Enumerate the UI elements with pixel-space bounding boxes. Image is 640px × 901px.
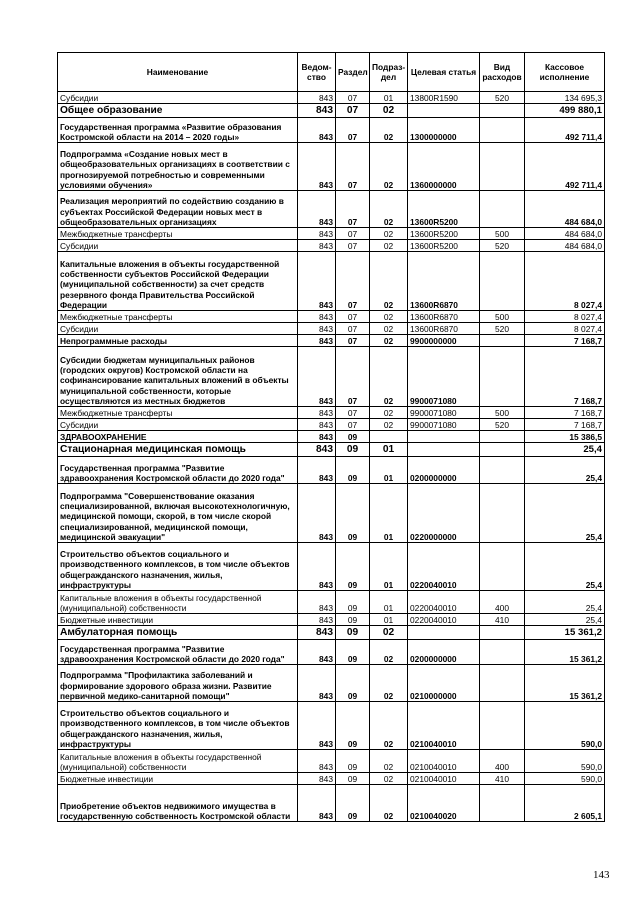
row-sum: 25,4 — [525, 443, 605, 457]
table-header-row — [58, 53, 605, 92]
row-ved: 843 — [298, 143, 336, 191]
row-razd: 07 — [336, 419, 370, 431]
table-row — [58, 614, 605, 626]
row-sum: 7 168,7 — [525, 347, 605, 407]
row-name: Субсидии бюджетам муниципальных районов (городских округов) Костромской области на софинансирование капитальных вложений в объекты муниципальной собственности, которые осуществляются из местных бюджетов — [58, 347, 298, 407]
row-sum: 7 168,7 — [525, 419, 605, 431]
table-body — [58, 92, 605, 822]
row-name: ЗДРАВООХРАНЕНИЕ — [58, 431, 298, 443]
row-podr: 02 — [370, 750, 408, 773]
row-razd: 09 — [336, 614, 370, 626]
row-podr: 02 — [370, 773, 408, 785]
row-razd: 07 — [336, 407, 370, 419]
row-sum: 492 711,4 — [525, 118, 605, 143]
table-row — [58, 240, 605, 252]
row-podr: 02 — [370, 311, 408, 323]
row-ved: 843 — [298, 591, 336, 614]
row-vid — [480, 443, 525, 457]
row-razd: 09 — [336, 750, 370, 773]
row-podr: 02 — [370, 626, 408, 640]
row-ved: 843 — [298, 431, 336, 443]
row-podr: 02 — [370, 252, 408, 311]
header-sum: Кассовое исполнение — [525, 53, 605, 92]
row-ved: 843 — [298, 773, 336, 785]
row-vid — [480, 104, 525, 118]
row-cel: 9900071080 — [408, 407, 480, 419]
row-podr: 02 — [370, 228, 408, 240]
row-vid: 410 — [480, 773, 525, 785]
row-ved: 843 — [298, 614, 336, 626]
row-razd: 07 — [336, 118, 370, 143]
row-name: Приобретение объектов недвижимого имущества в государственную собственность Костромской области — [58, 785, 298, 822]
row-cel: 0210040020 — [408, 785, 480, 822]
row-cel: 13600R5200 — [408, 228, 480, 240]
row-vid — [480, 191, 525, 228]
row-podr: 01 — [370, 92, 408, 104]
row-name: Межбюджетные трансферты — [58, 228, 298, 240]
row-vid: 410 — [480, 614, 525, 626]
row-razd: 07 — [336, 92, 370, 104]
row-podr: 01 — [370, 591, 408, 614]
row-cel: 0200000000 — [408, 457, 480, 484]
row-ved: 843 — [298, 750, 336, 773]
row-ved: 843 — [298, 191, 336, 228]
row-cel: 0210040010 — [408, 702, 480, 750]
row-cel: 13600R5200 — [408, 240, 480, 252]
row-vid: 500 — [480, 228, 525, 240]
row-sum: 484 684,0 — [525, 228, 605, 240]
table-row — [58, 228, 605, 240]
row-podr: 02 — [370, 323, 408, 335]
row-vid — [480, 626, 525, 640]
row-name: Бюджетные инвестиции — [58, 773, 298, 785]
row-podr: 01 — [370, 443, 408, 457]
row-name: Государственная программа «Развитие образования Костромской области на 2014 – 2020 годы» — [58, 118, 298, 143]
row-ved: 843 — [298, 311, 336, 323]
row-cel: 13800R1590 — [408, 92, 480, 104]
row-vid — [480, 347, 525, 407]
row-podr: 02 — [370, 335, 408, 347]
row-razd: 07 — [336, 240, 370, 252]
row-name: Реализация мероприятий по содействию созданию в субъектах Российской Федерации новых мест в общеобразовательных организациях — [58, 191, 298, 228]
row-razd: 09 — [336, 626, 370, 640]
row-ved: 843 — [298, 323, 336, 335]
row-sum: 25,4 — [525, 591, 605, 614]
row-ved: 843 — [298, 665, 336, 702]
row-sum: 7 168,7 — [525, 407, 605, 419]
row-name: Строительство объектов социального и производственного комплексов, в том числе объектов общегражданского назначения, жилья, инфраструктуры — [58, 702, 298, 750]
row-sum: 590,0 — [525, 750, 605, 773]
row-cel: 0220040010 — [408, 591, 480, 614]
row-podr: 01 — [370, 543, 408, 591]
table-row — [58, 626, 605, 640]
row-podr — [370, 431, 408, 443]
row-podr: 02 — [370, 419, 408, 431]
row-razd: 07 — [336, 191, 370, 228]
row-name: Субсидии — [58, 240, 298, 252]
table-row — [58, 407, 605, 419]
row-sum: 15 361,2 — [525, 665, 605, 702]
table-row — [58, 252, 605, 311]
row-podr: 02 — [370, 407, 408, 419]
row-vid: 500 — [480, 407, 525, 419]
row-vid: 400 — [480, 591, 525, 614]
row-podr: 01 — [370, 484, 408, 543]
row-podr: 02 — [370, 118, 408, 143]
row-name: Подпрограмма "Профилактика заболеваний и формирование здорового образа жизни. Развитие первичной медико-санитарной помощи" — [58, 665, 298, 702]
row-vid — [480, 252, 525, 311]
table-row — [58, 443, 605, 457]
row-name: Субсидии — [58, 92, 298, 104]
row-vid — [480, 665, 525, 702]
row-cel — [408, 443, 480, 457]
row-name: Межбюджетные трансферты — [58, 311, 298, 323]
table-row — [58, 543, 605, 591]
row-name: Общее образование — [58, 104, 298, 118]
row-razd: 09 — [336, 431, 370, 443]
table-row — [58, 118, 605, 143]
row-sum: 15 386,5 — [525, 431, 605, 443]
row-cel: 13600R5200 — [408, 191, 480, 228]
row-cel: 0200000000 — [408, 640, 480, 665]
row-cel: 1300000000 — [408, 118, 480, 143]
row-cel: 0210040010 — [408, 750, 480, 773]
table-row — [58, 419, 605, 431]
row-cel: 1360000000 — [408, 143, 480, 191]
row-ved: 843 — [298, 118, 336, 143]
table-row — [58, 104, 605, 118]
row-sum: 8 027,4 — [525, 311, 605, 323]
table-row — [58, 347, 605, 407]
table-row — [58, 640, 605, 665]
row-vid: 500 — [480, 311, 525, 323]
row-vid: 520 — [480, 323, 525, 335]
row-sum: 15 361,2 — [525, 626, 605, 640]
row-razd: 07 — [336, 252, 370, 311]
row-vid — [480, 431, 525, 443]
row-razd: 09 — [336, 702, 370, 750]
row-name: Непрограммные расходы — [58, 335, 298, 347]
row-cel — [408, 104, 480, 118]
row-podr: 01 — [370, 614, 408, 626]
row-cel: 0220040010 — [408, 614, 480, 626]
row-name: Государственная программа "Развитие здравоохранения Костромской области до 2020 года" — [58, 640, 298, 665]
row-name: Межбюджетные трансферты — [58, 407, 298, 419]
header-vid: Вид расходов — [480, 53, 525, 92]
row-ved: 843 — [298, 702, 336, 750]
row-name: Капитальные вложения в объекты государственной собственности субъектов Российской Федерации (муниципальной собственности) за счет средств резервного фонда Правительства Российской Федерации — [58, 252, 298, 311]
row-podr: 02 — [370, 640, 408, 665]
row-ved: 843 — [298, 640, 336, 665]
row-ved: 843 — [298, 92, 336, 104]
header-ved: Ведом-ство — [298, 53, 336, 92]
row-name: Бюджетные инвестиции — [58, 614, 298, 626]
row-podr: 02 — [370, 104, 408, 118]
table-row — [58, 311, 605, 323]
row-vid — [480, 457, 525, 484]
row-vid — [480, 484, 525, 543]
row-sum: 25,4 — [525, 484, 605, 543]
row-sum: 484 684,0 — [525, 240, 605, 252]
row-razd: 09 — [336, 457, 370, 484]
row-name: Стационарная медицинская помощь — [58, 443, 298, 457]
row-sum: 25,4 — [525, 457, 605, 484]
row-vid — [480, 640, 525, 665]
row-razd: 09 — [336, 640, 370, 665]
row-razd: 07 — [336, 347, 370, 407]
header-cel: Целевая статья — [408, 53, 480, 92]
row-ved: 843 — [298, 457, 336, 484]
row-name: Субсидии — [58, 419, 298, 431]
table-row — [58, 92, 605, 104]
table-row — [58, 457, 605, 484]
row-name: Амбулаторная помощь — [58, 626, 298, 640]
table-row — [58, 665, 605, 702]
row-ved: 843 — [298, 443, 336, 457]
row-vid: 520 — [480, 240, 525, 252]
row-podr: 02 — [370, 347, 408, 407]
row-sum: 25,4 — [525, 543, 605, 591]
row-razd: 09 — [336, 591, 370, 614]
row-razd: 07 — [336, 323, 370, 335]
row-sum: 15 361,2 — [525, 640, 605, 665]
row-cel: 9900000000 — [408, 335, 480, 347]
row-cel: 9900071080 — [408, 419, 480, 431]
row-name: Капитальные вложения в объекты государственной (муниципальной) собственности — [58, 750, 298, 773]
row-sum: 590,0 — [525, 702, 605, 750]
row-razd: 09 — [336, 443, 370, 457]
row-ved: 843 — [298, 104, 336, 118]
table-row — [58, 591, 605, 614]
row-cel: 0210040010 — [408, 773, 480, 785]
header-podr: Подраз-дел — [370, 53, 408, 92]
row-cel: 13600R6870 — [408, 252, 480, 311]
row-name: Капитальные вложения в объекты государственной (муниципальной) собственности — [58, 591, 298, 614]
row-sum: 2 605,1 — [525, 785, 605, 822]
row-ved: 843 — [298, 484, 336, 543]
table-row — [58, 702, 605, 750]
row-ved: 843 — [298, 252, 336, 311]
row-razd: 07 — [336, 143, 370, 191]
table-row — [58, 785, 605, 822]
row-name: Субсидии — [58, 323, 298, 335]
row-cel: 0210000000 — [408, 665, 480, 702]
row-vid: 400 — [480, 750, 525, 773]
table-row — [58, 335, 605, 347]
table-row — [58, 750, 605, 773]
header-razd: Раздел — [336, 53, 370, 92]
row-vid — [480, 785, 525, 822]
row-sum: 484 684,0 — [525, 191, 605, 228]
row-vid — [480, 143, 525, 191]
row-ved: 843 — [298, 240, 336, 252]
row-razd: 09 — [336, 665, 370, 702]
row-cel — [408, 626, 480, 640]
row-sum: 25,4 — [525, 614, 605, 626]
row-ved: 843 — [298, 543, 336, 591]
row-sum: 492 711,4 — [525, 143, 605, 191]
table-row — [58, 773, 605, 785]
row-sum: 7 168,7 — [525, 335, 605, 347]
row-cel: 13600R6870 — [408, 323, 480, 335]
row-sum: 8 027,4 — [525, 252, 605, 311]
row-ved: 843 — [298, 785, 336, 822]
row-vid — [480, 702, 525, 750]
row-podr: 02 — [370, 665, 408, 702]
row-podr: 02 — [370, 191, 408, 228]
row-razd: 09 — [336, 484, 370, 543]
row-sum: 8 027,4 — [525, 323, 605, 335]
row-razd: 07 — [336, 311, 370, 323]
row-ved: 843 — [298, 626, 336, 640]
table-row — [58, 431, 605, 443]
row-ved: 843 — [298, 335, 336, 347]
row-razd: 07 — [336, 228, 370, 240]
row-sum: 590,0 — [525, 773, 605, 785]
row-podr: 02 — [370, 702, 408, 750]
row-name: Государственная программа "Развитие здравоохранения Костромской области до 2020 года" — [58, 457, 298, 484]
row-ved: 843 — [298, 347, 336, 407]
page-number: 143 — [593, 869, 610, 881]
row-ved: 843 — [298, 419, 336, 431]
row-sum: 499 880,1 — [525, 104, 605, 118]
row-cel: 0220040010 — [408, 543, 480, 591]
row-vid — [480, 118, 525, 143]
row-ved: 843 — [298, 407, 336, 419]
row-vid: 520 — [480, 419, 525, 431]
table-row — [58, 484, 605, 543]
row-sum: 134 695,3 — [525, 92, 605, 104]
row-podr: 02 — [370, 240, 408, 252]
row-vid: 520 — [480, 92, 525, 104]
row-vid — [480, 335, 525, 347]
row-razd: 09 — [336, 785, 370, 822]
row-cel — [408, 431, 480, 443]
table-row — [58, 191, 605, 228]
row-cel: 9900071080 — [408, 347, 480, 407]
row-razd: 09 — [336, 543, 370, 591]
row-razd: 09 — [336, 773, 370, 785]
row-ved: 843 — [298, 228, 336, 240]
row-razd: 07 — [336, 104, 370, 118]
row-podr: 02 — [370, 143, 408, 191]
row-vid — [480, 543, 525, 591]
row-podr: 01 — [370, 457, 408, 484]
header-name: Наименование — [58, 53, 298, 92]
budget-execution-table — [57, 52, 605, 822]
row-razd: 07 — [336, 335, 370, 347]
row-podr: 02 — [370, 785, 408, 822]
row-name: Подпрограмма "Совершенствование оказания специализированной, включая высокотехнологичную, медицинской помощи, скорой, в том числе скорой специализированной, медицинской помощи, медицинской эвакуации" — [58, 484, 298, 543]
table-row — [58, 323, 605, 335]
row-cel: 13600R6870 — [408, 311, 480, 323]
row-name: Строительство объектов социального и производственного комплексов, в том числе объектов общегражданского назначения, жилья, инфраструктуры — [58, 543, 298, 591]
row-name: Подпрограмма «Создание новых мест в общеобразовательных организациях в соответствии с прогнозируемой потребностью и современными условиями обучения» — [58, 143, 298, 191]
table-row — [58, 143, 605, 191]
row-cel: 0220000000 — [408, 484, 480, 543]
